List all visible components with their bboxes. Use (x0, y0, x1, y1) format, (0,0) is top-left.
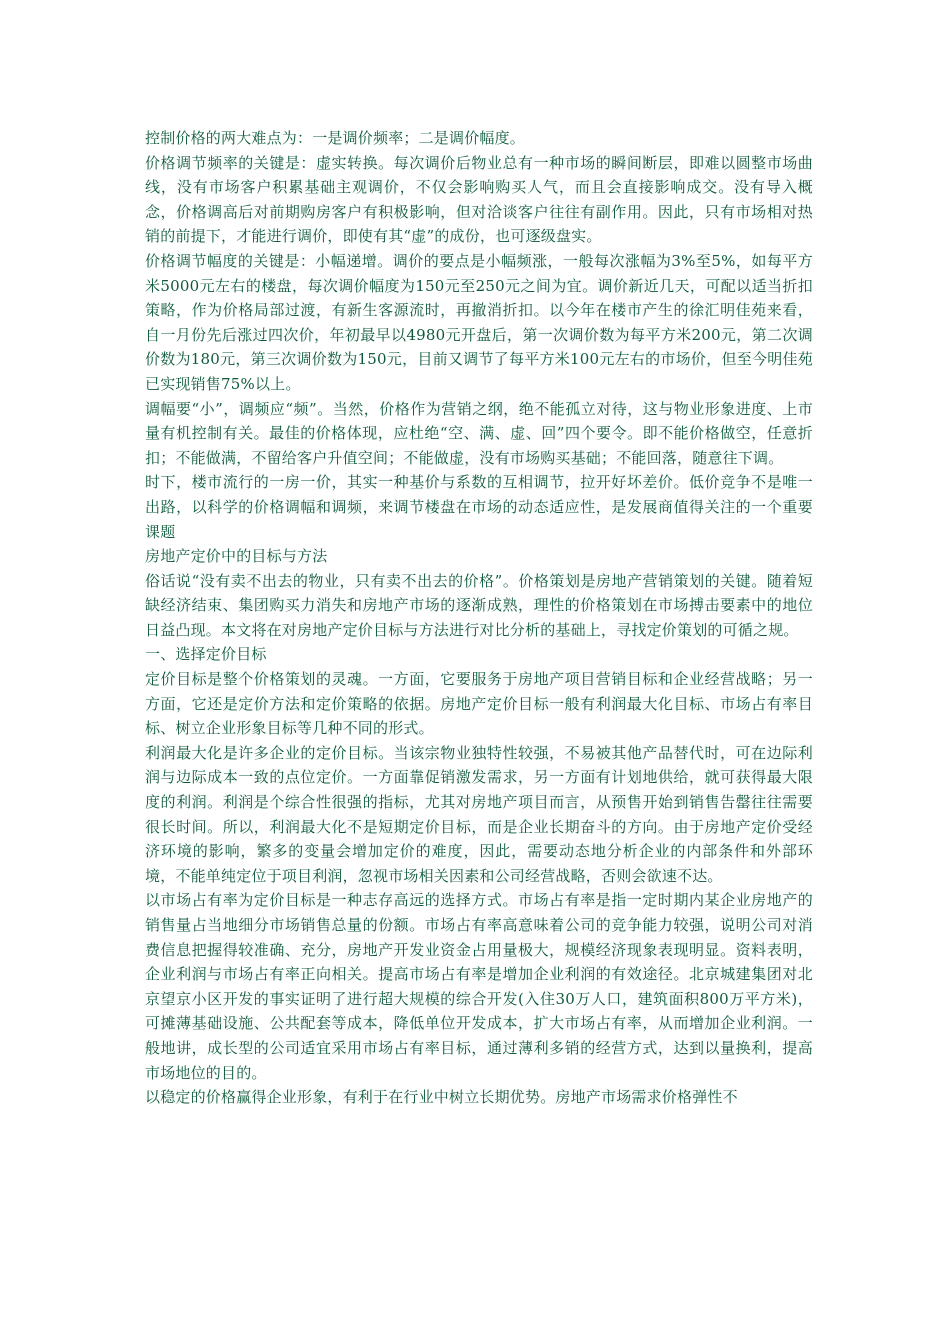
paragraph-amplitude: 价格调节幅度的关键是：小幅递增。调价的要点是小幅频涨，一般每次涨幅为3%至5%，如每平方米5000元左右的楼盘，每次调价幅度为150元至250元之间为宜。调价新近几天，可配以适当折扣策略，作为价格局部过渡，有新生客源流时，再撤消折扣。以今年在楼市产生的徐汇明佳苑来看，自一月份先后涨过四次价，年初最早以4980元开盘后，第一次调价数为每平方米200元，第二次调价数为180元，第三次调价数为150元，目前又调节了每平方米100元左右的市场价，但至今明佳苑已实现销售75%以上。 (145, 251, 813, 393)
paragraph-profit-max: 利润最大化是许多企业的定价目标。当该宗物业独特性较强，不易被其他产品替代时，可在边际利润与边际成本一致的点位定价。一方面靠促销激发需求，另一方面有计划地供给，就可获得最大限度的利润。利润是个综合性很强的指标，尤其对房地产项目而言，从预售开始到销售告罄往往需要很长时间。所以，利润最大化不是短期定价目标，而是企业长期奋斗的方向。由于房地产定价受经济环境的影响，繁多的变量会增加定价的难度，因此，需要动态地分析企业的内部条件和外部环境，不能单纯定位于项目利润，忽视市场相关因素和公司经营战略，否则会欲速不达。 (145, 743, 813, 885)
subsection-heading: 一、选择定价目标 (145, 645, 267, 664)
paragraph-stable-price: 以稳定的价格赢得企业形象，有利于在行业中树立长期优势。房地产市场需求价格弹性不 (145, 1088, 738, 1107)
paragraph-frequency: 价格调节频率的关键是：虚实转换。每次调价后物业总有一种市场的瞬间断层，即难以圆整市场曲线，没有市场客户积累基础主观调价，不仅会影响购买人气，而且会直接影响成交。没有导入概念，价格调高后对前期购房客户有积极影响，但对洽谈客户往往有副作用。因此，只有市场相对热销的前提下，才能进行调价，即使有其“虚”的成份，也可逐级盘实。 (145, 153, 813, 246)
paragraph-pricing-goal: 定价目标是整个价格策划的灵魂。一方面，它要服务于房地产项目营销目标和企业经营战略；另一方面，它还是定价方法和定价策略的依据。房地产定价目标一般有利润最大化目标、市场占有率目标、树立企业形象目标等几种不同的形式。 (145, 670, 813, 738)
paragraph-difficulties: 控制价格的两大难点为：一是调价频率；二是调价幅度。 (145, 129, 526, 147)
document-body (145, 126, 813, 1110)
paragraph-market-share: 以市场占有率为定价目标是一种志存高远的选择方式。市场占有率是指一定时期内某企业房地产的销售量占当地细分市场销售总量的份额。市场占有率高意味着公司的竞争能力较强，说明公司对消费信息把握得较准确、充分，房地产开发业资金占用量极大，规模经济现象表现明显。资料表明，企业利润与市场占有率正向相关。提高市场占有率是增加企业利润的有效途径。北京城建集团对北京望京小区开发的事实证明了进行超大规模的综合开发(入住30万人口，建筑面积800万平方米)，可摊薄基础设施、公共配套等成本，降低单位开发成本，扩大市场占有率，从而增加企业利润。一般地讲，成长型的公司适宜采用市场占有率目标，通过薄利多销的经营方式，达到以量换利，提高市场地位的目的。 (145, 891, 813, 1082)
section-title: 房地产定价中的目标与方法 (145, 547, 328, 566)
paragraph-small-frequent: 调幅要“小”，调频应“频”。当然，价格作为营销之纲，绝不能孤立对待，这与物业形象进度、上市量有机控制有关。最佳的价格体现，应杜绝“空、满、虚、回”四个要令。即不能价格做空，任意折扣；不能做满，不留给客户升值空间；不能做虚，没有市场购买基础；不能回落，随意往下调。 (145, 399, 813, 467)
paragraph-one-room-one-price: 时下，楼市流行的一房一价，其实一种基价与系数的互相调节，拉开好坏差价。低价竞争不是唯一出路，以科学的价格调幅和调频，来调节楼盘在市场的动态适应性，是发展商值得关注的一个重要课题 (145, 473, 813, 541)
paragraph-intro: 俗话说“没有卖不出去的物业，只有卖不出去的价格”。价格策划是房地产营销策划的关键。随着短缺经济结束、集团购买力消失和房地产市场的逐渐成熟，理性的价格策划在市场搏击要素中的地位日益凸现。本文将在对房地产定价目标与方法进行对比分析的基础上，寻找定价策划的可循之规。 (145, 571, 813, 639)
